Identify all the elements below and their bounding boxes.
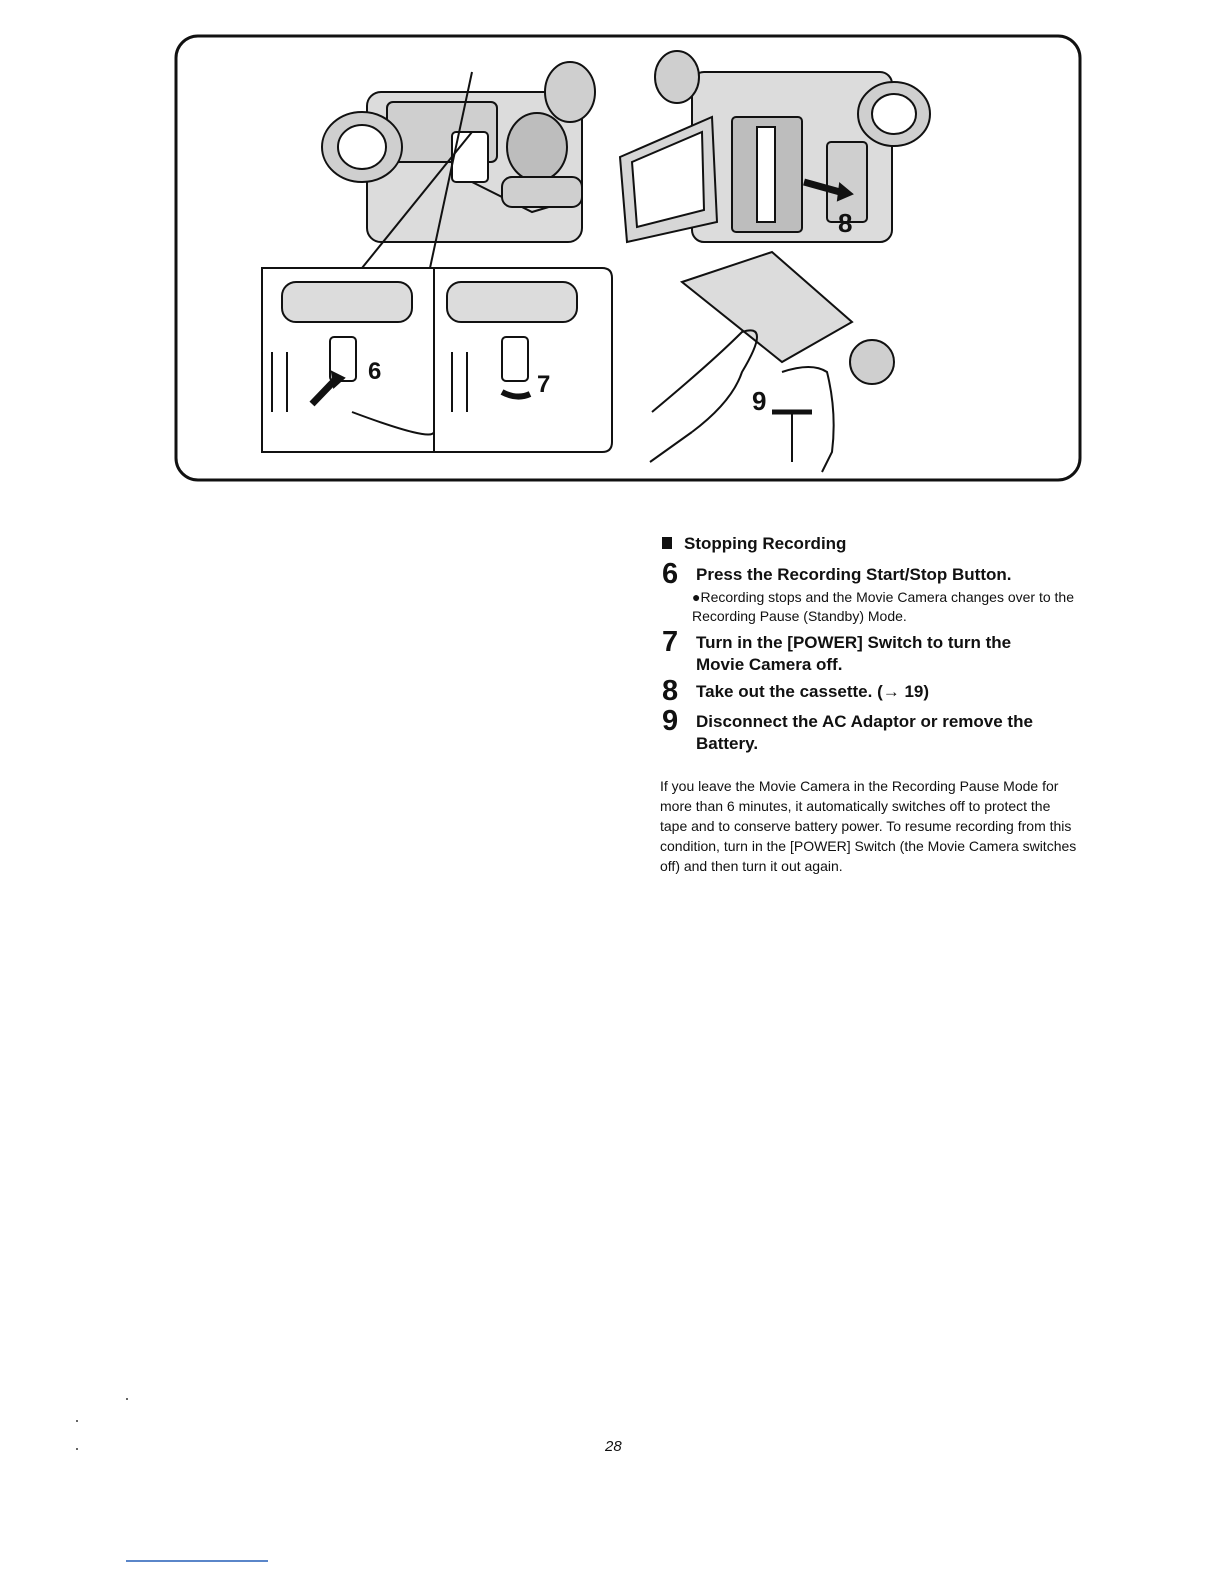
step-text: Press the Recording Start/Stop Button. xyxy=(696,565,1012,584)
step-7 xyxy=(662,626,1036,676)
step-text: Turn in the [POWER] Switch to turn the Movie Camera off. xyxy=(696,633,1012,674)
bullet-square-icon xyxy=(662,537,672,549)
section-heading-stopping-recording xyxy=(662,534,846,554)
callout-6: 6 xyxy=(368,358,382,385)
step-number: 9 xyxy=(662,705,679,737)
step-number: 7 xyxy=(662,626,679,658)
callout-9: 9 xyxy=(752,386,767,416)
scan-speck xyxy=(76,1448,78,1450)
step-9 xyxy=(662,705,1056,755)
bottom-edge-rule xyxy=(126,1560,268,1562)
step-number: 8 xyxy=(662,675,679,707)
camcorder-cassette-illustration xyxy=(620,51,930,242)
section-title: Stopping Recording xyxy=(684,534,847,553)
step-text: Take out the cassette. (→ 19) xyxy=(696,682,930,701)
callout-8: 8 xyxy=(838,208,853,238)
scan-speck xyxy=(76,1420,78,1422)
page-number: 28 xyxy=(605,1438,622,1455)
step-note: ●Recording stops and the Movie Camera changes over to the Recording Pause (Standby) Mode. xyxy=(692,589,1074,624)
camcorder-illustration-panel xyxy=(172,32,1084,484)
step-text: Disconnect the AC Adaptor or remove the Battery. xyxy=(696,712,1033,753)
scan-speck xyxy=(126,1398,128,1400)
step-number: 6 xyxy=(662,558,679,590)
auto-power-off-paragraph: If you leave the Movie Camera in the Recording Pause Mode for more than 6 minutes, it automatically switches off to protect the tape and to conserve battery power. To resume recording from this condition, turn in the [POWER] Switch (the Movie Camera switches off) and then turn it out again. xyxy=(660,778,1077,874)
callout-7: 7 xyxy=(537,371,551,398)
step-6 xyxy=(662,558,1082,626)
step-8 xyxy=(662,675,1056,707)
